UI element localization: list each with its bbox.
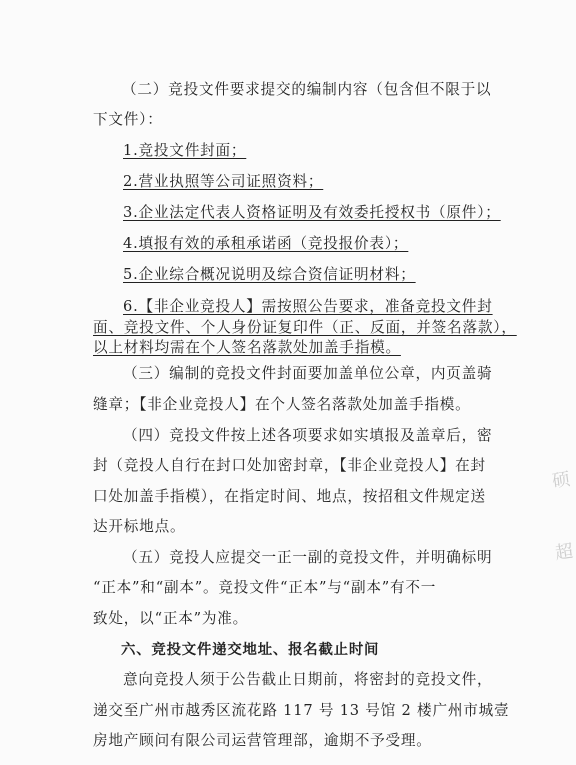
list-item-3: 3.企业法定代表人资格证明及有效委托授权书（原件）； [123,204,501,221]
section4-line1: （四）竞投文件按上述各项要求如实填报及盖章后，密 [123,427,493,444]
section5-line1: （五）竞投人应提交一正一副的竞投文件，并明确标明 [123,549,493,566]
list-item-5: 5.企业综合概况说明及综合资信证明材料； [123,266,416,283]
list-item-1: 1.竞投文件封面； [123,142,247,159]
section3-line1: （三）编制的竞投文件封面要加盖单位公章，内页盖骑 [123,365,493,382]
seal-stamp-fragment-bottom: 超 [553,540,575,565]
section3-line2: 缝章；【非企业竞投人】在个人签名落款处加盖手指模。 [93,396,471,413]
section2-line2: 下文件）： [93,111,163,128]
section2-line1: （二）竞投文件要求提交的编制内容（包含但不限于以 [122,81,492,98]
section6-line2: 递交至广州市越秀区流花路 117 号 13 号馆 2 楼广州市城壹 [93,702,510,719]
section6-line3: 房地产顾问有限公司运营管理部，逾期不予受理。 [93,732,432,749]
list-item-6-line2: 面、竞投文件、个人身份证复印件（正、反面，并签名落款）， [93,319,517,336]
list-item-2: 2.营业执照等公司证照资料； [123,173,324,190]
section4-line2: 封（竞投人自行在封口处加密封章，【非企业竞投人】在封 [93,457,486,474]
seal-stamp-fragment-top: 硕 [550,468,572,493]
section6-line1: 意向竞投人须于公告截止日期前，将密封的竞投文件， [123,671,493,688]
section5-line2: “正本”和“副本”。竞投文件“正本”与“副本”有不一 [93,579,437,596]
section6-heading: 六、竞投文件递交地址、报名截止时间 [121,642,380,658]
section5-line3: 致处，以“正本”为准。 [93,610,249,627]
section4-line3: 口处加盖手指模），在指定时间、地点，按招租文件规定送 [93,488,486,505]
section4-line4: 达开标地点。 [93,518,186,535]
list-item-6-line1: 6.【非企业竞投人】需按照公告要求，准备竞投文件封 [123,298,493,315]
list-item-4: 4.填报有效的承租承诺函（竞投报价表）； [123,235,409,252]
list-item-6-line3: 以上材料均需在个人签名落款处加盖手指模。 [93,339,401,356]
